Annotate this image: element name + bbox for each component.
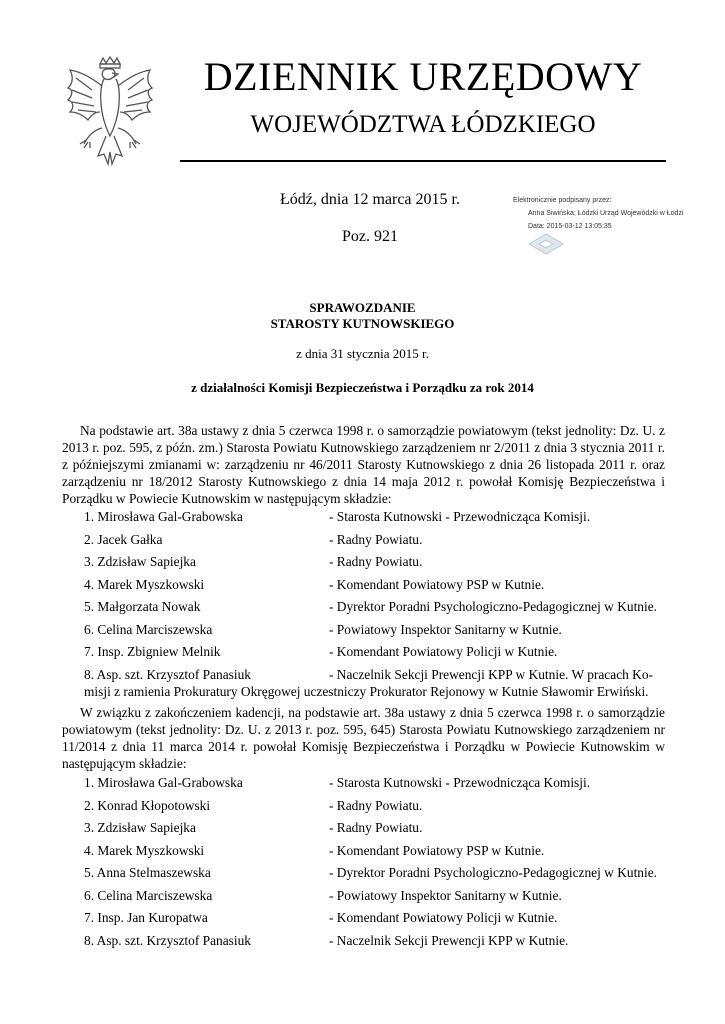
signature-signer: Anna Siwińska; Łódzki Urząd Wojewódzki w Łodzi	[528, 210, 684, 217]
report-author: STAROSTY KUTNOWSKIEGO	[270, 316, 455, 331]
list-item-role: - Naczelnik Sekcji Prewencji KPP w Kutnie.	[329, 933, 569, 948]
list-item: 1. Mirosława Gal-Grabowska	[84, 509, 243, 524]
list-item-role: - Komendant Powiatowy Policji w Kutnie.	[329, 910, 558, 925]
list-item-role: - Naczelnik Sekcji Prewencji KPP w Kutnie. W pracach Ko-	[329, 667, 654, 682]
list-item-role: - Dyrektor Poradni Psychologiczno-Pedagogicznej w Kutnie.	[329, 599, 657, 614]
list-item: 3. Zdzisław Sapiejka	[84, 554, 196, 569]
report-scope: z działalności Komisji Bezpieczeństwa i Porządku za rok 2014	[191, 380, 534, 395]
header-divider	[180, 160, 666, 162]
eagle-emblem-icon	[62, 56, 158, 172]
list-item-role: - Komendant Powiatowy PSP w Kutnie.	[329, 843, 545, 858]
list-item: 5. Małgorzata Nowak	[84, 599, 201, 614]
report-date: z dnia 31 stycznia 2015 r.	[296, 346, 429, 361]
list-item: 2. Konrad Kłopotowski	[84, 798, 211, 813]
list-item-role: - Powiatowy Inspektor Sanitarny w Kutnie.	[329, 622, 562, 637]
list-item: 4. Marek Myszkowski	[84, 843, 205, 858]
list-item-role: - Radny Powiatu.	[329, 798, 423, 813]
paragraph-2: W związku z zakończeniem kadencji, na podstawie art. 38a ustawy z dnia 5 czerwca 1998 r. o samorządzie powiatowym (tekst jednolity: Dz. U. z 2013 r. poz. 595, 645) Starosta Powiatu Kutnowskiego zarządzeniem nr 11/2014 z dnia 11 marca 2014 r. powołał Komisję Bezpieczeństwa i Porządku w Powiecie Kutnowskim w następującym składzie:	[62, 705, 665, 771]
list-item-role: - Radny Powiatu.	[329, 532, 423, 547]
list-item: 7. Insp. Jan Kuropatwa	[84, 910, 208, 925]
electronic-signature	[513, 194, 713, 233]
list-item-role: - Starosta Kutnowski - Przewodnicząca Komisji.	[329, 775, 591, 790]
position-number: Poz. 921	[342, 228, 398, 245]
report-heading: SPRAWOZDANIE	[309, 300, 416, 315]
list-continuation: misji z ramienia Prokuratury Okręgowej uczestniczy Prokurator Rejonowy w Kutnie Sławomir Erwiński.	[84, 684, 649, 699]
list-item-role: - Starosta Kutnowski - Przewodnicząca Komisji.	[329, 509, 591, 524]
list-item-role: - Komendant Powiatowy Policji w Kutnie.	[329, 644, 558, 659]
list-item: 1. Mirosława Gal-Grabowska	[84, 775, 243, 790]
list-item-role: - Komendant Powiatowy PSP w Kutnie.	[329, 577, 545, 592]
list-item: 4. Marek Myszkowski	[84, 577, 205, 592]
publication-date: Łódź, dnia 12 marca 2015 r.	[280, 191, 460, 208]
list-item: 2. Jacek Gałka	[84, 532, 163, 547]
paragraph-1: Na podstawie art. 38a ustawy z dnia 5 czerwca 1998 r. o samorządzie powiatowym (tekst jednolity: Dz. U. z 2013 r. poz. 595, z późn. zm.) Starosta Powiatu Kutnowskiego zarządzeniem nr 2/2011 z dnia 3 stycznia 2011 r. z późniejszymi zmianami w: zarządzeniu nr 46/2011 Starosty Kutnowskiego z dnia 26 listopada 2011 r. oraz zarządzeniu nr 18/2012 Starosty Kutnowskiego z dnia 14 maja 2012 r. powołał Komisję Bezpieczeństwa i Porządku w Powiecie Kutnowskim w następującym składzie:	[62, 423, 665, 506]
journal-subtitle: WOJEWÓDZTWA ŁÓDZKIEGO	[250, 111, 596, 138]
list-item: 3. Zdzisław Sapiejka	[84, 820, 196, 835]
list-item-role: - Radny Powiatu.	[329, 820, 423, 835]
list-item: 5. Anna Stelmaszewska	[84, 865, 211, 880]
list-item: 6. Celina Marciszewska	[84, 622, 213, 637]
list-item: 6. Celina Marciszewska	[84, 888, 213, 903]
list-item: 7. Insp. Zbigniew Melnik	[84, 644, 221, 659]
signature-verified-icon	[527, 232, 565, 256]
list-item-role: - Dyrektor Poradni Psychologiczno-Pedagogicznej w Kutnie.	[329, 865, 657, 880]
signature-date: Data: 2015-03-12 13:05:35	[528, 223, 612, 230]
list-item-role: - Radny Powiatu.	[329, 554, 423, 569]
list-item-role: - Powiatowy Inspektor Sanitarny w Kutnie.	[329, 888, 562, 903]
list-item: 8. Asp. szt. Krzysztof Panasiuk	[84, 667, 251, 682]
signature-label: Elektronicznie podpisany przez:	[513, 197, 612, 204]
journal-title: DZIENNIK URZĘDOWY	[203, 54, 643, 99]
list-item: 8. Asp. szt. Krzysztof Panasiuk	[84, 933, 251, 948]
